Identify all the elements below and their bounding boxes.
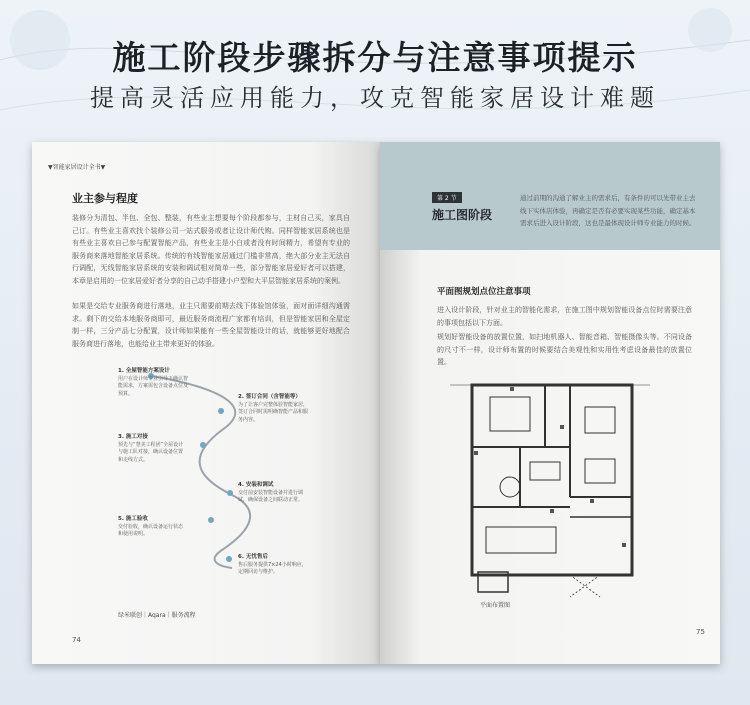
page-title: 施工阶段步骤拆分与注意事项提示: [112, 38, 638, 77]
left-paragraph-1: 装修分为清包、半包、全包、整装，有些业主想要每个阶段都参与，主材自己买，家具自己订。有些业主喜欢找个装修公司一站式服务或者让设计师代购。同样智能家居系统也是有些业主喜欢自己参与配置智能产品，有些业主是小白或者没有时间精力，希望有专业的服务商来落地智能家居系统。传统的有线智能家居通过门槛非常高，绝大部分业主无法自行调配，无线智能家居系统的安装和调试相对简单一些，部分智能家居爱好者可以搭建，本章是启用的一位家居爱好者分享的自己动手搭建小户型和大平层智能家居系统的案例。: [72, 214, 350, 285]
timeline-step: 1. 全屋智能方案设计 用户在设计师专业引导下确认智能需求，方案需包含设备点位及预算。: [118, 368, 189, 397]
timeline-dot: [227, 490, 233, 496]
page-number: 75: [696, 628, 705, 636]
running-head: ▼智能家居设计全书▼: [48, 164, 106, 171]
left-heading: 业主参与程度: [72, 192, 138, 205]
timeline-dot: [226, 556, 232, 562]
timeline-step: 2. 签订合同（含智能等） 为了让客户完整体验智能家居，签订合同时需明确智能产品和服务内容。: [238, 394, 309, 423]
section-intro: 通过前期的沟通了解业主的需求后，有条件的可以先带业主去线下实体店体验，再确定是否有必要实现某些功能，确定基本需求后进入设计阶段，这也是最体现设计师专业能力的时候。: [520, 194, 696, 227]
floor-plan-drawing: [450, 367, 650, 607]
left-page: [32, 142, 380, 664]
timeline-dot: [200, 442, 206, 448]
timeline-step: 5. 施工验收 交付验收，确认设备运行状态和使用说明。: [118, 516, 184, 537]
plan-caption: 平面布置图: [480, 602, 511, 609]
timeline-step: 4. 安装和调试 交付前安装智能设备并进行调试，确保设备之间联动正常。: [238, 482, 304, 503]
section-title: 施工图阶段: [432, 208, 493, 222]
right-page: [380, 142, 720, 664]
timeline-step: 6. 无忧售后 售后服务提供7×24小时响应，定期回访与维护。: [238, 554, 307, 575]
right-paragraph-2: 规划好智能设备的放置位置，如扫地机器人、智能音箱、智能摄像头等。不同设备的尺寸不一样，设计师布置的时候要结合美观性和实用性考虑设备最佳的放置位置。: [437, 333, 692, 366]
left-paragraph-2: 如果是交给专业服务商进行落地，业主只需要前期去线下体验馆体验，面对面详细沟通需求。剩下的交给本地服务商即可，最近服务商流程广家都有培训，但是智能家居和全屋定制一样，三分产品七分配置，设计师如果能有一些全屋智能设计的话，就能够更好地配合服务商进行落地，也能给业主带来更好的体验。: [72, 302, 350, 348]
timeline-dot: [208, 517, 214, 523]
right-heading: 平面图规划点位注意事项: [437, 287, 531, 297]
right-paragraph-1: 进入设计阶段，针对业主的智能化需求，在施工图中规划智能设备点位时需要注意的事项包括以下方面。: [437, 306, 692, 327]
timeline-dot: [218, 408, 224, 414]
timeline-caption: 绿米联创｜Aqara｜服务流程: [118, 612, 196, 619]
page-number: 74: [72, 636, 81, 644]
open-book: [10, 142, 738, 672]
section-badge: 第 2 节: [432, 192, 462, 203]
timeline-step: 3. 施工对接 预先与“慧美工程团”全屋设计与施工队对接，确认设备位置和走线方式。: [118, 434, 184, 463]
page-subtitle: 提高灵活应用能力，攻克智能家居设计难题: [90, 84, 660, 112]
